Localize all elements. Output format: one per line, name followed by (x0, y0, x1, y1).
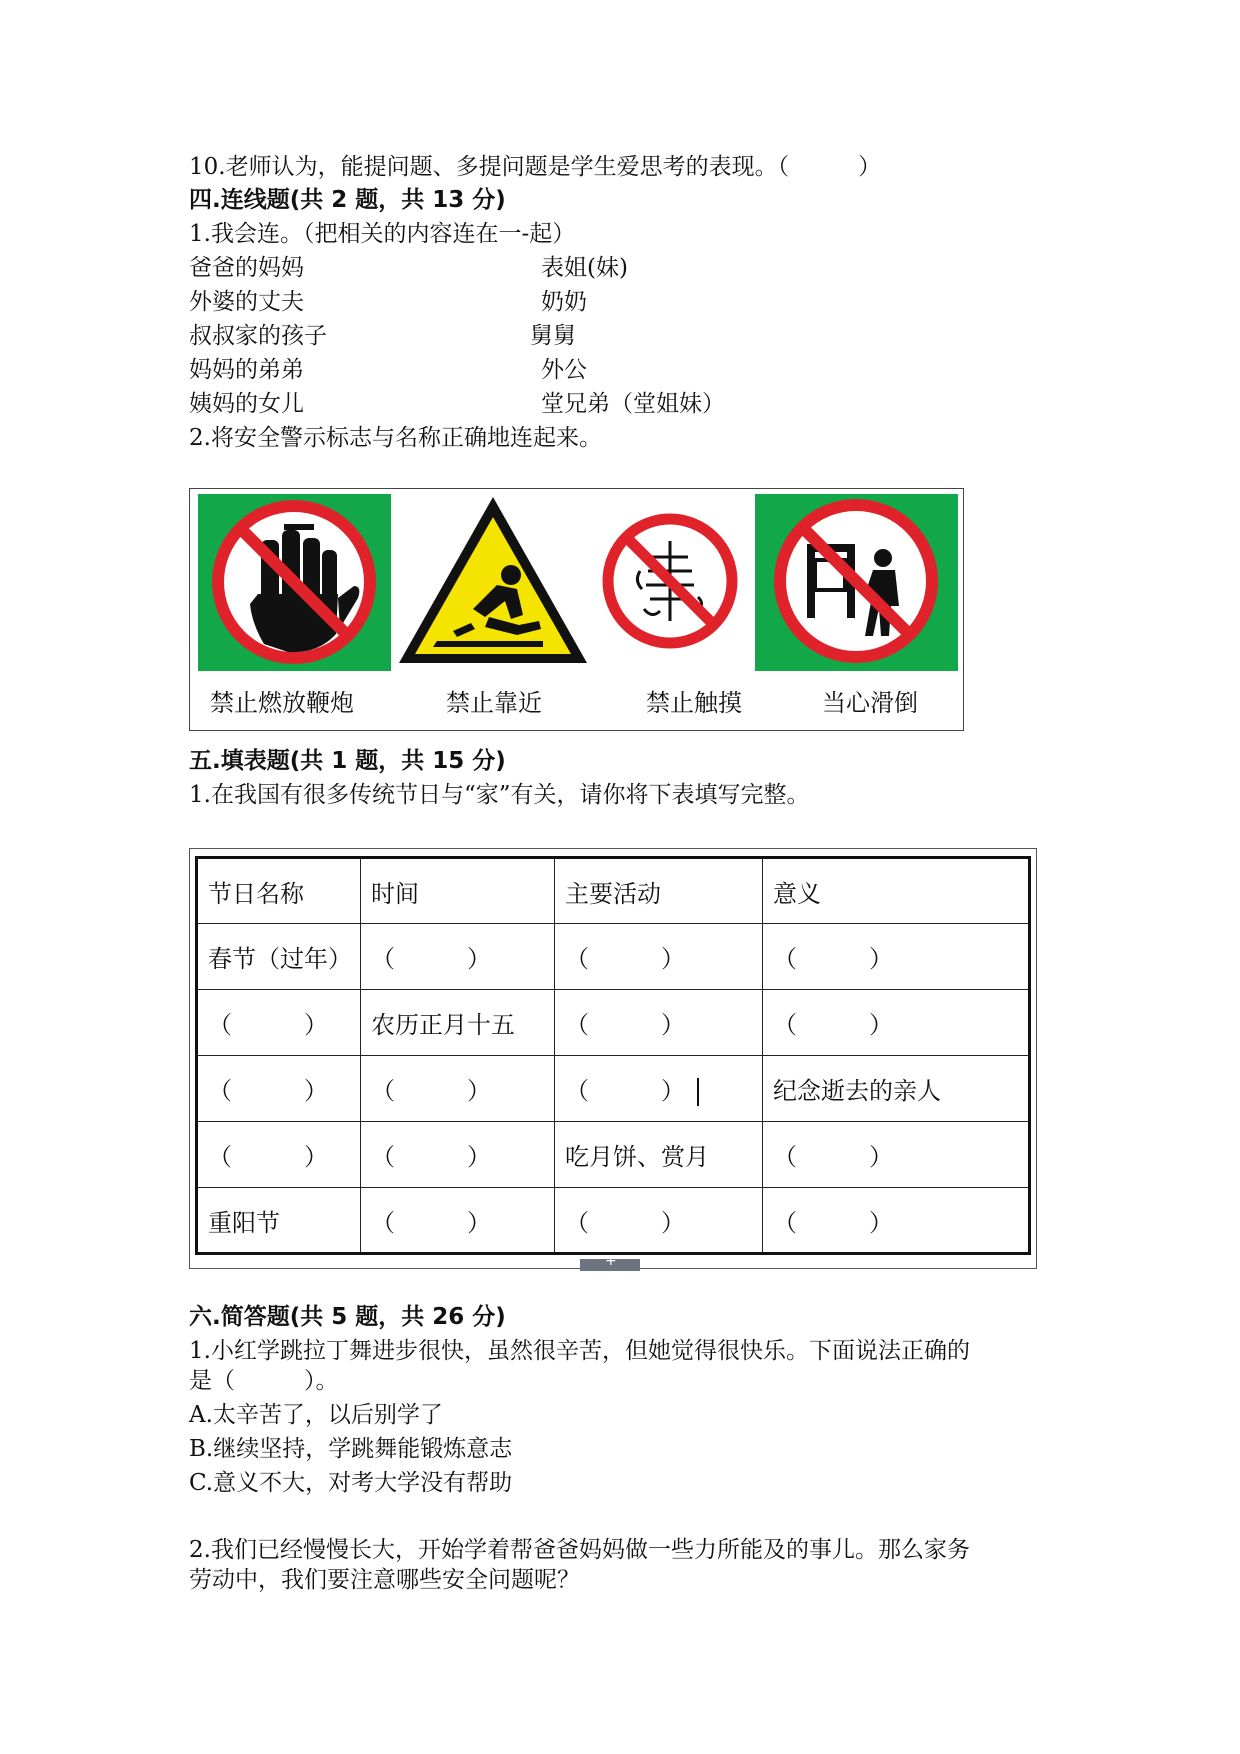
sign-label: 禁止触摸 (646, 689, 742, 717)
section-6-question-1-line-1: 1.小红学跳拉丁舞进步很快，虽然很辛苦，但她觉得很快乐。下面说法正确的 (189, 1338, 970, 1364)
match-left-item: 爸爸的妈妈 (189, 255, 304, 281)
table-cell: （ ） (555, 1188, 763, 1254)
festival-table (195, 856, 1031, 1255)
no-fireworks-sign-icon (600, 511, 740, 651)
match-right-item: 表姐(妹) (541, 255, 628, 281)
table-cell: （ ） (197, 1122, 361, 1188)
table-header-row (197, 858, 1030, 924)
safety-signs-image (189, 488, 964, 731)
table-cell: （ ） (555, 924, 763, 990)
match-right-item: 堂兄弟（堂姐妹） (541, 391, 725, 417)
section-5-heading: 五.填表题(共 1 题，共 15 分) (189, 748, 506, 774)
table-cell: （ ） (555, 990, 763, 1056)
section-6-question-1-line-2: 是（ ）。 (189, 1368, 339, 1394)
table-row (197, 1056, 1030, 1122)
slippery-warning-sign-icon (393, 491, 593, 671)
table-cell: 吃月饼、赏月 (555, 1122, 763, 1188)
text-cursor-icon (697, 1078, 699, 1106)
table-cell: （ ） (763, 1188, 1030, 1254)
section-5-question-1: 1.在我国有很多传统节日与“家”有关，请你将下表填写完整。 (189, 782, 810, 808)
table-cell: （ ） (763, 990, 1030, 1056)
table-cell-with-cursor (555, 1056, 763, 1122)
no-approaching-sign-icon (755, 494, 958, 671)
table-cell: 重阳节 (197, 1188, 361, 1254)
section-4-question-1: 1.我会连。（把相关的内容连在一-起） (189, 221, 576, 247)
table-row (197, 1188, 1030, 1254)
option-b: B.继续坚持，学跳舞能锻炼意志 (189, 1436, 513, 1462)
table-row (197, 1122, 1030, 1188)
sign-label: 禁止燃放鞭炮 (210, 689, 354, 717)
match-right-item: 奶奶 (541, 289, 587, 315)
option-a: A.太辛苦了，以后别学了 (189, 1402, 443, 1428)
sign-label: 当心滑倒 (822, 689, 918, 717)
table-cell: （ ） (763, 924, 1030, 990)
table-cell: 春节（过年） (197, 924, 361, 990)
table-cell: 纪念逝去的亲人 (763, 1056, 1030, 1122)
match-right-item: 舅舅 (530, 323, 576, 349)
table-cell-text: （ ） (565, 1077, 685, 1105)
match-right-item: 外公 (541, 357, 587, 383)
table-row (197, 924, 1030, 990)
section-6-heading: 六.简答题(共 5 题，共 26 分) (189, 1304, 506, 1330)
plus-icon: + (605, 1253, 617, 1269)
table-cell: （ ） (361, 1056, 555, 1122)
table-header-cell: 节日名称 (197, 858, 361, 924)
table-header-cell: 意义 (763, 858, 1030, 924)
match-left-item: 外婆的丈夫 (189, 289, 304, 315)
table-cell: （ ） (197, 1056, 361, 1122)
match-left-item: 妈妈的弟弟 (189, 357, 304, 383)
table-cell: （ ） (361, 1188, 555, 1254)
table-row (197, 990, 1030, 1056)
sign-label: 禁止靠近 (446, 689, 542, 717)
question-10: 10.老师认为，能提问题、多提问题是学生爱思考的表现。（ ） (189, 154, 882, 180)
section-4-question-2: 2.将安全警示标志与名称正确地连起来。 (189, 425, 602, 451)
section-6-question-2-line-2: 劳动中，我们要注意哪些安全问题呢？ (189, 1567, 580, 1593)
table-cell: （ ） (763, 1122, 1030, 1188)
table-cell: 农历正月十五 (361, 990, 555, 1056)
table-header-cell: 时间 (361, 858, 555, 924)
table-header-cell: 主要活动 (555, 858, 763, 924)
no-touching-sign-icon (198, 494, 391, 671)
section-4-heading: 四.连线题(共 2 题，共 13 分) (189, 187, 506, 213)
table-cell: （ ） (361, 924, 555, 990)
option-c: C.意义不大，对考大学没有帮助 (189, 1470, 513, 1496)
table-cell: （ ） (361, 1122, 555, 1188)
table-cell: （ ） (197, 990, 361, 1056)
table-add-row-handle[interactable] (580, 1253, 640, 1271)
match-left-item: 姨妈的女儿 (189, 391, 304, 417)
match-left-item: 叔叔家的孩子 (189, 323, 327, 349)
section-6-question-2-line-1: 2.我们已经慢慢长大，开始学着帮爸爸妈妈做一些力所能及的事儿。那么家务 (189, 1537, 970, 1563)
